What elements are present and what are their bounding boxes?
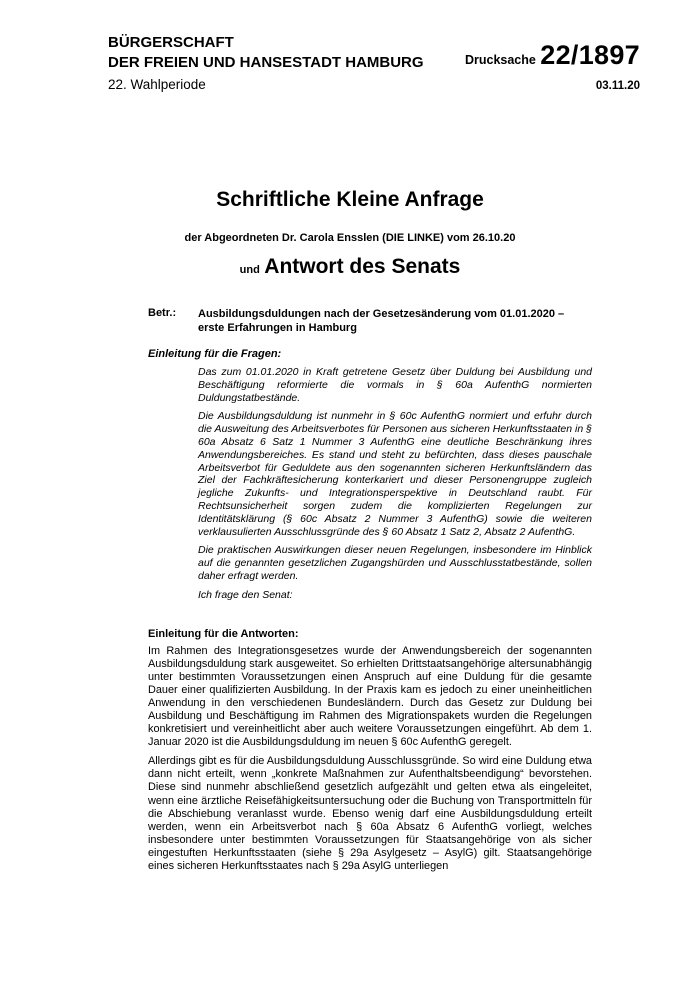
document-label: Drucksache <box>464 53 536 67</box>
questions-intro-heading: Einleitung für die Fragen: <box>148 348 282 360</box>
parliament-name-line2: DER FREIEN UND HANSESTADT HAMBURG <box>108 54 424 71</box>
senate-answer-title: Antwort des Senats <box>264 255 461 278</box>
document-date: 03.11.20 <box>595 80 640 92</box>
parliament-name <box>108 33 424 73</box>
questions-intro-paragraph: Ich frage den Senat: <box>198 588 293 601</box>
answers-intro-heading: Einleitung für die Antworten: <box>148 628 299 640</box>
document-subtitle: der Abgeordneten Dr. Carola Ensslen (DIE LINKE) vom 26.10.20 <box>184 232 516 244</box>
legislative-period: 22. Wahlperiode <box>108 77 206 92</box>
senate-answer-heading <box>0 255 700 279</box>
document-title: Schriftliche Kleine Anfrage <box>216 188 484 211</box>
senate-und: und <box>239 264 260 276</box>
subject-text: Ausbildungsduldungen nach der Gesetzesänderung vom 01.01.2020 – erste Erfahrungen in Hamburg <box>198 308 565 334</box>
answers-intro-body <box>148 645 592 879</box>
answers-intro-paragraph: Im Rahmen des Integrationsgesetzes wurde der Anwendungsbereich der sogenannten Ausbildungsduldung stark ausgeweitet. So erhielten Drittstaatsangehörige altersunabhängig unter bestimmten Voraussetzungen einen Anspruch auf eine Duldung für die gesamte Dauer einer qualifizierten Ausbildung. In der Praxis kam es jedoch zu einer uneinheitlichen Anwendung in den verschiedenen Bundesländern. Durch das Gesetz zur Duldung bei Ausbildung und Beschäftigung im Rahmen des Migrationspakets wurden die Regelungen konkretisiert und vereinheitlicht aber auch weitere Voraussetzungen eingeführt. Ab dem 1. Januar 2020 ist die Ausbildungsduldung im neuen § 60c AufenthG geregelt. <box>148 645 592 749</box>
questions-intro-paragraph: Das zum 01.01.2020 in Kraft getretene Gesetz über Duldung bei Ausbildung und Beschäftigung reformierte die vormals in § 60a AufenthG normierten Duldungstatbestände. <box>198 366 592 404</box>
questions-intro-paragraph: Die Ausbildungsduldung ist nunmehr in § 60c AufenthG normiert und erfuhr durch die Ausweitung des Arbeitsverbotes für Personen aus sicheren Herkunftsstaaten in § 60a Absatz 6 Satz 1 Nummer 3 AufenthG eine deutliche Beschränkung ihres Anwendungsbereiches. Es stand und steht zu befürchten, dass dieses pauschale Arbeitsverbot für Geduldete aus den sogenannten sicheren Herkunftsländern das Ziel der Fachkräftesicherung konterkariert und dieser Personengruppe zugleich jegliche Zukunfts- und Integrationsperspektive in Deutschland raubt. Für Rechtsunsicherheit sorgen zudem die komplizierten Regelungen zur Identitätsklärung (§ 60c Absatz 2 Nummer 3 AufenthG) sowie die weiteren verklausulierten Ausschlussgründe des § 60 Absatz 1 Satz 2, Absatz 2 AufenthG. <box>198 410 592 538</box>
questions-intro-body <box>198 366 592 608</box>
subject-label: Betr.: <box>148 307 177 319</box>
answers-intro-paragraph: Allerdings gibt es für die Ausbildungsduldung Ausschlussgründe. So wird eine Duldung etwa dann nicht erteilt, wenn „konkrete Maßnahmen zur Aufenthaltsbeendigung“ bevorstehen. Diese sind nunmehr abschließend gesetzlich aufgezählt und gelten etwa als eingeleitet, wenn eine ärztliche Reisefähigkeitsuntersuchung oder die Buchung von Transportmitteln für die Abschiebung veranlasst wurde. Ebenso wenig darf eine Ausbildungsduldung erteilt werden, wenn ein Arbeitsverbot nach § 60a Absatz 6 AufenthG vorliegt, welches insbesondere unter bestimmten Voraussetzungen für Staatsangehörige von als sicher eingestuften Herkunftsstaaten (siehe § 29a Asylgesetz – AsylG) gilt. Staatsangehörige eines sicheren Herkunftsstaates nach § 29a AsylG unterliegen <box>148 755 592 872</box>
parliament-name-line1: BÜRGERSCHAFT <box>108 34 234 51</box>
document-number: 22/1897 <box>540 40 640 70</box>
document-number-block <box>465 40 640 71</box>
questions-intro-paragraph: Die praktischen Auswirkungen dieser neuen Regelungen, insbesondere im Hinblick auf die genannten gesetzlichen Zugangshürden und Ausschlusstatbestände, sollen daher erfragt werden. <box>198 544 592 582</box>
